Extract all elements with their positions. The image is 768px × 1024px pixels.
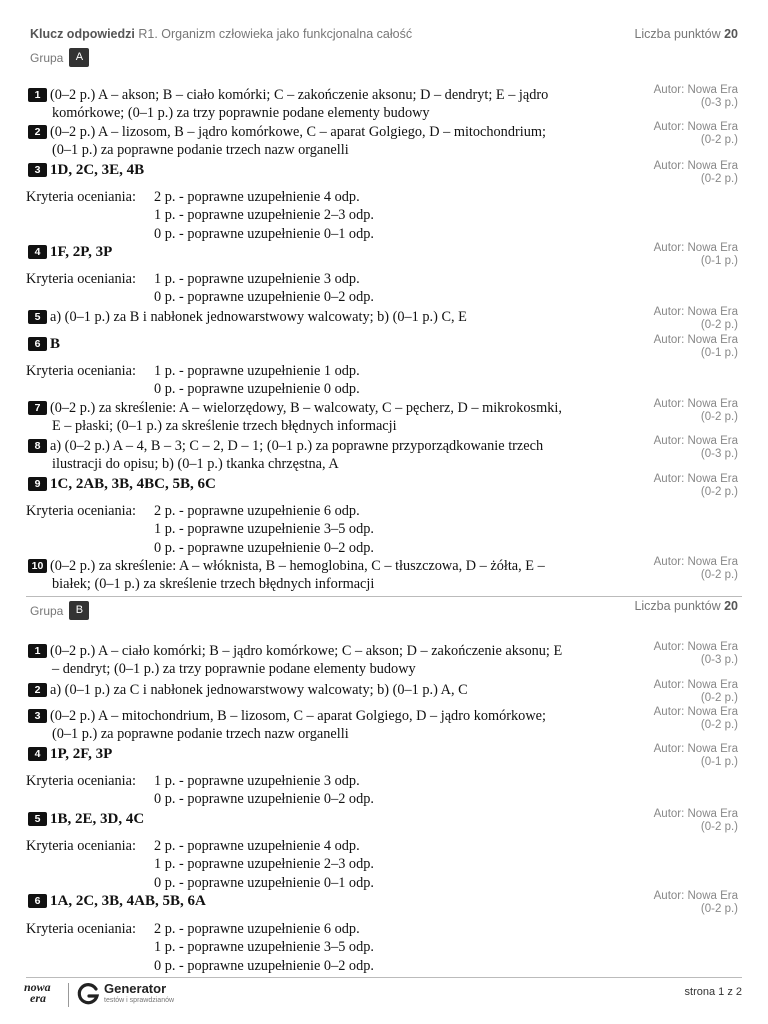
question-number: 6 — [28, 894, 47, 908]
generator-brand — [104, 982, 174, 1005]
answer-a-3 — [28, 161, 638, 179]
answer-a-7 — [28, 399, 638, 435]
author-a-3 — [654, 160, 738, 185]
criteria-label: Kryteria oceniania: — [26, 189, 136, 205]
author-b-6 — [654, 890, 738, 915]
generator-icon — [76, 981, 102, 1012]
author-label: Autor: Nowa Era — [653, 435, 738, 447]
question-number: 1 — [28, 644, 47, 658]
answer-line: – dendryt; (0–1 p.) za trzy poprawnie podane elementy budowy — [52, 661, 416, 677]
answer-line: a) (0–1 p.) za C i nabłonek jednowarstwowy walcowaty; b) (0–1 p.) A, C — [50, 682, 468, 698]
answer-line: białek; (0–1 p.) za skreślenie trzech błędnych informacji — [52, 576, 375, 592]
criteria-line: 1 p. - poprawne uzupełnienie 3 odp. — [154, 773, 360, 789]
author-label: Autor: Nowa Era — [653, 84, 738, 96]
author-a-10 — [654, 556, 738, 581]
points-range: (0-3 p.) — [700, 653, 738, 666]
criteria-line: 2 p. - poprawne uzupełnienie 4 odp. — [154, 838, 360, 854]
answer-b-3 — [28, 707, 638, 743]
criteria-line: 2 p. - poprawne uzupełnienie 6 odp. — [154, 503, 360, 519]
author-label: Autor: Nowa Era — [653, 473, 738, 485]
question-number: 10 — [28, 559, 47, 573]
author-label: Autor: Nowa Era — [653, 706, 738, 718]
answer-line: (0–2 p.) za skreślenie: A – włóknista, B – hemoglobina, C – tłuszczowa, D – żółta, E – — [50, 558, 545, 574]
author-label: Autor: Nowa Era — [653, 334, 738, 346]
answer-b-1 — [28, 642, 638, 678]
points-range: (0-1 p.) — [700, 346, 738, 359]
author-a-8 — [654, 435, 738, 460]
criteria-line: 2 p. - poprawne uzupełnienie 4 odp. — [154, 189, 360, 205]
author-label: Autor: Nowa Era — [653, 890, 738, 902]
question-number: 9 — [28, 477, 47, 491]
answer-line: (0–1 p.) za poprawne podanie trzech nazw organelli — [52, 142, 349, 158]
question-number: 1 — [28, 88, 47, 102]
answer-line: (0–2 p.) za skreślenie: A – wielorzędowy, B – walcowaty, C – pęcherz, D – mikrokosmki, — [50, 400, 562, 416]
points-range: (0-2 p.) — [700, 485, 738, 498]
doc-title-bold: Klucz odpowiedzi — [30, 27, 135, 41]
points-range: (0-2 p.) — [700, 318, 738, 331]
criteria-line: 1 p. - poprawne uzupełnienie 2–3 odp. — [154, 207, 374, 224]
answer-line: (0–2 p.) A – lizosom, B – jądro komórkowe, C – aparat Golgiego, D – mitochondrium; — [50, 124, 546, 140]
answer-line: (0–1 p.) za poprawne podanie trzech nazw organelli — [52, 726, 349, 742]
answer-line: ilustracji do opisu; b) (0–1 p.) tkanka chrzęstna, A — [52, 456, 339, 472]
points-range: (0-2 p.) — [700, 172, 738, 185]
points-range: (0-2 p.) — [700, 133, 738, 146]
group-a-label: Grupa — [30, 50, 64, 65]
question-number: 7 — [28, 401, 47, 415]
answer-b-2 — [28, 681, 638, 699]
footer-divider — [26, 977, 742, 978]
points-range: (0-2 p.) — [700, 691, 738, 704]
group-b-badge: B — [69, 601, 89, 620]
criteria-label: Kryteria oceniania: — [26, 838, 136, 854]
answer-a-2 — [28, 123, 638, 159]
author-label: Autor: Nowa Era — [653, 160, 738, 172]
author-a-5 — [654, 306, 738, 331]
criteria-label: Kryteria oceniania: — [26, 363, 136, 379]
author-a-9 — [654, 473, 738, 498]
total-points-value: 20 — [724, 27, 738, 41]
points-range: (0-1 p.) — [700, 755, 738, 768]
answer-line: 1C, 2AB, 3B, 4BC, 5B, 6C — [50, 476, 216, 492]
author-label: Autor: Nowa Era — [653, 679, 738, 691]
points-range: (0-2 p.) — [700, 568, 738, 581]
answer-b-5 — [28, 810, 638, 828]
answer-line: B — [50, 336, 61, 352]
question-number: 5 — [28, 310, 47, 324]
answer-line: a) (0–2 p.) A – 4, B – 3; C – 2, D – 1; (0–1 p.) za poprawne przyporządkowanie trzech — [50, 438, 544, 454]
criteria-line: 0 p. - poprawne uzupełnienie 0–2 odp. — [154, 791, 374, 808]
question-number: 3 — [28, 709, 47, 723]
criteria-label: Kryteria oceniania: — [26, 921, 136, 937]
answer-a-6 — [28, 335, 638, 353]
answer-b-4 — [28, 745, 638, 763]
answer-line: (0–2 p.) A – mitochondrium, B – lizosom, C – aparat Golgiego, D – jądro komórkowe; — [50, 708, 546, 724]
criteria-label: Kryteria oceniania: — [26, 271, 136, 287]
question-number: 6 — [28, 337, 47, 351]
criteria-line: 0 p. - poprawne uzupełnienie 0 odp. — [154, 381, 360, 398]
author-b-1 — [654, 641, 738, 666]
group-a-header — [30, 48, 89, 67]
logo-separator — [68, 983, 69, 1007]
nowa-era-logo — [24, 982, 64, 1004]
answer-line: (0–2 p.) A – ciało komórki; B – jądro komórkowe; C – akson; D – zakończenie aksonu; E — [50, 643, 563, 659]
author-b-2 — [654, 679, 738, 704]
logo-line-1: nowa — [24, 980, 51, 994]
answer-line: E – płaski; (0–1 p.) za skreślenie trzech błędnych informacji — [52, 418, 397, 434]
doc-title-rest: R1. Organizm człowieka jako funkcjonalna całość — [138, 27, 413, 41]
author-label: Autor: Nowa Era — [653, 242, 738, 254]
doc-title — [30, 27, 412, 41]
criteria-line: 1 p. - poprawne uzupełnienie 3–5 odp. — [154, 939, 374, 956]
answer-line: (0–2 p.) A – akson; B – ciało komórki; C – zakończenie aksonu; D – dendryt; E – jądro — [50, 87, 549, 103]
brand-name: Generator — [104, 981, 167, 996]
answer-a-4 — [28, 243, 638, 261]
question-number: 4 — [28, 747, 47, 761]
question-number: 5 — [28, 812, 47, 826]
total-points — [634, 27, 738, 41]
question-number: 4 — [28, 245, 47, 259]
author-label: Autor: Nowa Era — [653, 306, 738, 318]
question-number: 3 — [28, 163, 47, 177]
author-a-4 — [654, 242, 738, 267]
answer-a-9 — [28, 475, 638, 493]
criteria-line: 0 p. - poprawne uzupełnienie 0–2 odp. — [154, 957, 374, 974]
points-range: (0-3 p.) — [700, 96, 738, 109]
author-a-6 — [654, 334, 738, 359]
author-b-3 — [654, 706, 738, 731]
points-range: (0-2 p.) — [700, 820, 738, 833]
answer-a-5 — [28, 308, 638, 326]
criteria-label: Kryteria oceniania: — [26, 503, 136, 519]
group-divider — [26, 596, 742, 597]
author-label: Autor: Nowa Era — [653, 743, 738, 755]
criteria-line: 2 p. - poprawne uzupełnienie 6 odp. — [154, 921, 360, 937]
points-range: (0-3 p.) — [700, 447, 738, 460]
answer-a-10 — [28, 557, 638, 593]
author-b-5 — [654, 808, 738, 833]
author-a-2 — [654, 121, 738, 146]
author-label: Autor: Nowa Era — [653, 398, 738, 410]
answer-line: 1A, 2C, 3B, 4AB, 5B, 6A — [50, 893, 206, 909]
author-label: Autor: Nowa Era — [653, 121, 738, 133]
answer-b-6 — [28, 892, 638, 910]
criteria-line: 0 p. - poprawne uzupełnienie 0–2 odp. — [154, 539, 374, 556]
criteria-line: 1 p. - poprawne uzupełnienie 3 odp. — [154, 271, 360, 287]
group-b-points-value: 20 — [724, 599, 738, 613]
group-b-header — [30, 601, 89, 620]
page-number: strona 1 z 2 — [684, 986, 742, 998]
group-b-points — [634, 599, 738, 613]
criteria-line: 1 p. - poprawne uzupełnienie 2–3 odp. — [154, 856, 374, 873]
answer-line: 1B, 2E, 3D, 4C — [50, 811, 145, 827]
answer-a-8 — [28, 437, 638, 473]
logo-line-2: era — [30, 991, 46, 1005]
criteria-line: 0 p. - poprawne uzupełnienie 0–1 odp. — [154, 225, 374, 242]
question-number: 8 — [28, 439, 47, 453]
points-range: (0-2 p.) — [700, 410, 738, 423]
answer-line: 1F, 2P, 3P — [50, 244, 113, 260]
answer-line: a) (0–1 p.) za B i nabłonek jednowarstwowy walcowaty; b) (0–1 p.) C, E — [50, 309, 467, 325]
group-a-badge: A — [69, 48, 89, 67]
answer-a-1 — [28, 86, 638, 122]
criteria-line: 0 p. - poprawne uzupełnienie 0–2 odp. — [154, 289, 374, 306]
author-label: Autor: Nowa Era — [653, 641, 738, 653]
author-label: Autor: Nowa Era — [653, 556, 738, 568]
answer-line: 1D, 2C, 3E, 4B — [50, 162, 145, 178]
author-label: Autor: Nowa Era — [653, 808, 738, 820]
criteria-line: 0 p. - poprawne uzupełnienie 0–1 odp. — [154, 874, 374, 891]
author-a-1 — [654, 84, 738, 109]
criteria-label: Kryteria oceniania: — [26, 773, 136, 789]
answer-line: 1P, 2F, 3P — [50, 746, 113, 762]
points-range: (0-1 p.) — [700, 254, 738, 267]
points-range: (0-2 p.) — [700, 718, 738, 731]
group-b-label: Grupa — [30, 603, 64, 618]
author-a-7 — [654, 398, 738, 423]
total-points-label: Liczba punktów — [634, 27, 721, 41]
points-range: (0-2 p.) — [700, 902, 738, 915]
author-b-4 — [654, 743, 738, 768]
criteria-line: 1 p. - poprawne uzupełnienie 3–5 odp. — [154, 521, 374, 538]
question-number: 2 — [28, 125, 47, 139]
brand-subtitle: testów i sprawdzianów — [104, 997, 175, 1004]
question-number: 2 — [28, 683, 47, 697]
criteria-line: 1 p. - poprawne uzupełnienie 1 odp. — [154, 363, 360, 379]
answer-line: komórkowe; (0–1 p.) za trzy poprawnie podane elementy budowy — [52, 105, 430, 121]
group-b-points-label: Liczba punktów — [634, 599, 721, 613]
